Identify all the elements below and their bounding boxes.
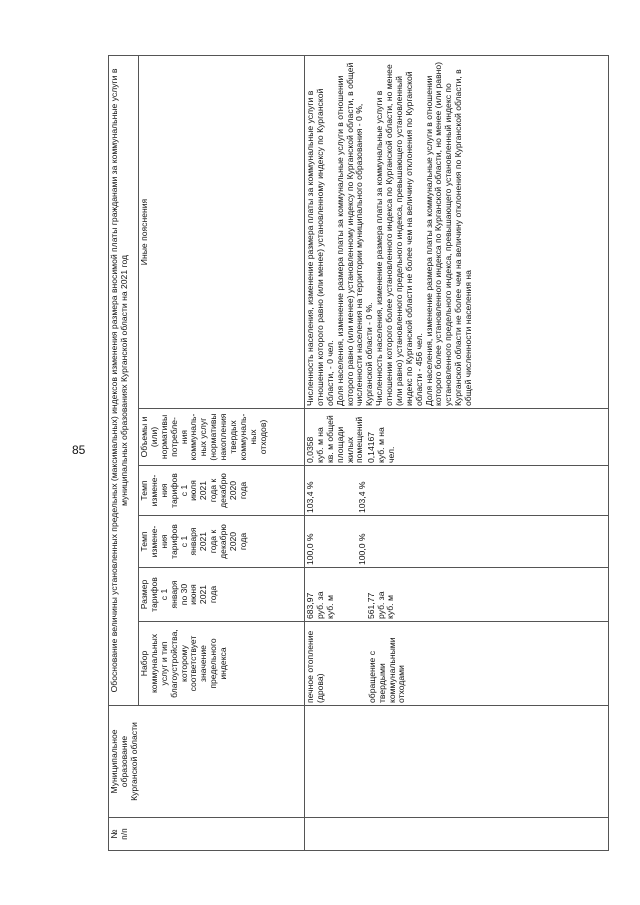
growth-jul-stove-heating: 103,4 % bbox=[305, 481, 315, 513]
tariff-stove-heating: 683,97 руб. за куб. м bbox=[305, 591, 335, 619]
header-num: № п/п bbox=[109, 818, 305, 851]
volume-stove-heating: 0,0358 куб. м на кв. м общей площади жилых помещений bbox=[305, 415, 365, 463]
header-tariff-size: Размер тарифов с 1 января по 30 июня 2021 года bbox=[139, 568, 305, 622]
tariff-index-table bbox=[108, 55, 609, 851]
cell-tariffs bbox=[305, 568, 609, 622]
service-solid-waste: обращение с твердыми коммунальными отходами bbox=[366, 637, 407, 703]
header-services: Набор коммунальных услуг и тип благоустройства, которому соответствует значение предельного индекса bbox=[139, 622, 305, 706]
cell-municipality bbox=[305, 706, 609, 818]
note-paragraph: Численность населения, изменение размера платы за коммунальные услуги в отношении которого равно (или менее) установленному индексу по Курганской области, - 0 чел. bbox=[305, 88, 335, 406]
note-paragraph: Доля населения, изменение размера платы за коммунальные услуги в отношении которого более установленного индекса по Курганской области, но менее (или равно) установленного предельного индекса, превышающего установленный индекс по Курганской области не более чем на величину отклонения по Курганской области, в общей численности населения на bbox=[423, 61, 473, 406]
growth-jul-solid-waste: 103,4 % bbox=[356, 481, 367, 513]
service-stove-heating: печное отопление (дрова) bbox=[305, 630, 325, 703]
cell-services bbox=[305, 622, 609, 706]
note-paragraph: Доля населения, изменение размера платы за коммунальные услуги в отношении которого равно (или менее) установленному индексу по Курганской области, в общей численности населения на территории муниципального образования - 0 %, Курганской области - 0 %. bbox=[334, 62, 375, 406]
cell-num bbox=[305, 818, 609, 851]
cell-volumes bbox=[305, 409, 609, 466]
growth-jan-solid-waste: 100,0 % bbox=[356, 533, 367, 565]
tariff-solid-waste: 561,77 руб. за куб. м bbox=[365, 591, 396, 619]
header-notes: Иные пояснения bbox=[139, 55, 305, 408]
cell-notes bbox=[305, 55, 609, 408]
header-municipality: Муниципальное образование Курганской области bbox=[109, 706, 305, 818]
rotated-table-wrapper bbox=[108, 56, 608, 851]
note-paragraph: Численность населения, изменение размера платы за коммунальные услуги в отношении которого более установленного индекса по Курганской области, но менее (или равно) установленного предельного индекса, превышающего установленный индекс по Курганской области не более чем на величину отклонения по Курганской области - 456 чел. bbox=[374, 64, 424, 406]
header-justification: Обоснование величины установленных предельных (максимальных) индексов изменения размера вносимой платы гражданами за коммунальные услуги в муниципальных образованиях Курганской области на 2021 год bbox=[109, 55, 139, 705]
header-volumes: Объемы и (или) нормативы потребле- ния коммуналь- ных услуг (нормативы накопления твердых коммуналь- ных отходов) bbox=[139, 409, 305, 466]
header-growth-jan: Темп измене- ния тарифов с 1 января 2021 года к декабрю 2020 года bbox=[139, 516, 305, 568]
cell-growth-jul bbox=[305, 466, 609, 516]
table-row bbox=[305, 55, 609, 850]
volume-solid-waste: 0,14167 куб. м на чел. bbox=[366, 427, 396, 463]
growth-jan-stove-heating: 100,0 % bbox=[305, 533, 315, 565]
header-growth-jul: Темп измене- ния тарифов с 1 июля 2021 года к декабрю 2020 года bbox=[139, 466, 305, 516]
page-number: 85 bbox=[72, 443, 86, 457]
cell-growth-jan bbox=[305, 516, 609, 568]
